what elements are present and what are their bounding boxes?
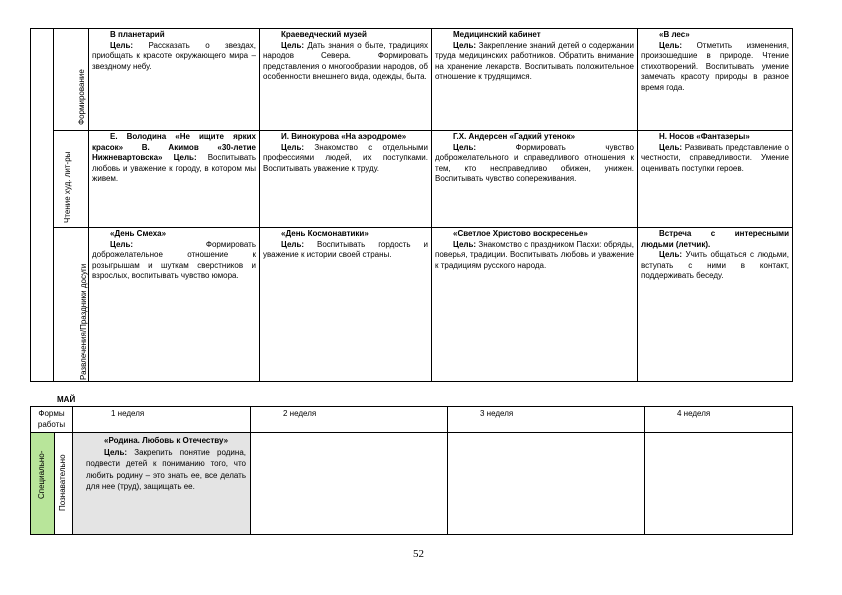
cell-title: Встреча с интересными людьми (летчик).	[641, 229, 789, 249]
table-cell	[250, 432, 448, 535]
page-number: 52	[413, 548, 424, 560]
table-cell	[88, 227, 260, 382]
row-label: Формирование	[77, 69, 86, 125]
table-cell	[259, 227, 432, 382]
goal-label: Цель:	[281, 142, 305, 152]
cell-body: Развивать представление о честности, справедливости. Умение оценивать поступки героев.	[641, 142, 789, 173]
header-week-cell	[447, 406, 645, 433]
header-week-cell	[250, 406, 448, 433]
cell-title: «День Смеха»	[110, 229, 167, 238]
goal-label: Цель:	[659, 40, 683, 50]
goal-label: Цель:	[110, 40, 134, 50]
row-label-cell	[53, 130, 89, 228]
table-cell	[72, 432, 251, 535]
left-margin-column	[30, 28, 54, 382]
goal-label: Цель:	[110, 239, 134, 249]
cell-body: Воспитывать гордость и уважение к истории своей страны.	[263, 239, 428, 259]
cell-title: Г.Х. Андерсен «Гадкий утенок»	[453, 132, 576, 141]
header-forms: Формы работы	[37, 409, 66, 429]
table-cell	[431, 130, 638, 228]
table-cell	[447, 432, 645, 535]
goal-label: Цель:	[659, 142, 683, 152]
cell-title: «День Космонавтики»	[281, 229, 369, 238]
cell-title: «Родина. Любовь к Отечеству»	[104, 436, 229, 445]
side-label: Специально-	[37, 450, 46, 499]
row-label: Познавательно	[58, 454, 67, 511]
cell-body: Формировать чувство доброжелательного и справедливого отношения к тем, кто несправедливо обижен, унижен. Воспитывать чувство сопереживания.	[435, 142, 634, 183]
cell-body: Знакомство с отдельными профессиями людей, их поступками. Воспитывать уважение к труду.	[263, 142, 428, 173]
cell-body: Воспитывать любовь и уважение к городу, в котором мы живем.	[92, 153, 256, 183]
cell-title: В планетарий	[110, 30, 165, 39]
goal-label: Цель:	[281, 40, 305, 50]
goal-label: Цель:	[453, 239, 477, 249]
table-cell	[644, 432, 793, 535]
table-cell	[88, 28, 260, 131]
cell-body: Отметить изменения, произошедшие в природе. Чтение стихотворений. Воспитывать умение замечать красоту природы в разное время года.	[641, 40, 789, 92]
header-week: 1 неделя	[111, 409, 145, 418]
goal-label: Цель:	[104, 447, 128, 457]
cell-title: И. Винокурова «На аэродроме»	[281, 132, 407, 141]
cell-body: Рассказать о звездах, приобщать к красоте окружающего мира – звездному небу.	[92, 40, 256, 71]
row-label: Развлечения/Праздники досуги	[79, 263, 88, 380]
cell-body: Закрепить понятие родина, подвести детей к пониманию того, что любить родину – это знать ее, все делать для нее (труд), защищать ее.	[86, 447, 246, 491]
cell-body: Учить общаться с людьми, вступать с ними в контакт, поддерживать беседу.	[641, 250, 789, 280]
header-week: 2 неделя	[283, 409, 317, 418]
cell-title: Медицинский кабинет	[453, 30, 541, 39]
row-label-cell	[54, 432, 73, 535]
cell-body: Дать знания о быте, традициях народов Севера. Формировать представления о многообразии народов, об особенности внешнего вида, одежды, быта.	[263, 40, 428, 81]
month-title: МАЙ	[57, 395, 76, 404]
cell-title: Краеведческий музей	[281, 30, 367, 39]
cell-title: Н. Носов «Фантазеры»	[659, 132, 750, 141]
header-forms-cell	[30, 406, 73, 433]
table-cell	[431, 227, 638, 382]
table-cell	[259, 130, 432, 228]
cell-title: Е. Володина «Не ищите ярких красок» В. Акимов «30-летие Нижневартовска»	[92, 132, 256, 162]
table-cell	[637, 28, 793, 131]
row-label: Чтение худ. лит-ры	[63, 151, 72, 223]
goal-label: Цель:	[281, 239, 305, 249]
header-week-cell	[72, 406, 251, 433]
cell-title: «Светлое Христово воскресенье»	[453, 229, 588, 238]
cell-body: Формировать доброжелательное отношение к розыгрышам и шуткам сверстников и взрослых, воспитывать чувство юмора.	[92, 239, 256, 280]
goal-label: Цель:	[453, 142, 477, 152]
header-week: 4 неделя	[677, 409, 711, 418]
cell-body: Закрепление знаний детей о содержании труда медицинских работников. Обратить внимание на хранение лекарств. Воспитывать положительное отношение к трудящимся.	[435, 40, 634, 81]
table-cell	[637, 130, 793, 228]
header-week-cell	[644, 406, 793, 433]
goal-label: Цель:	[453, 40, 477, 50]
cell-body: Знакомство с праздником Пасхи: обряды, поверья, традиции. Воспитывать любовь и уважение к традициям русского народа.	[435, 239, 634, 270]
side-label-cell	[30, 432, 55, 535]
goal-label: Цель:	[659, 250, 683, 259]
table-cell	[259, 28, 432, 131]
table-cell	[88, 130, 260, 228]
table-cell	[637, 227, 793, 382]
header-week: 3 неделя	[480, 409, 514, 418]
cell-title: «В лес»	[659, 30, 690, 39]
row-label-cell	[53, 227, 89, 382]
table-cell	[431, 28, 638, 131]
row-label-cell	[53, 28, 89, 131]
goal-label: Цель:	[173, 153, 197, 162]
